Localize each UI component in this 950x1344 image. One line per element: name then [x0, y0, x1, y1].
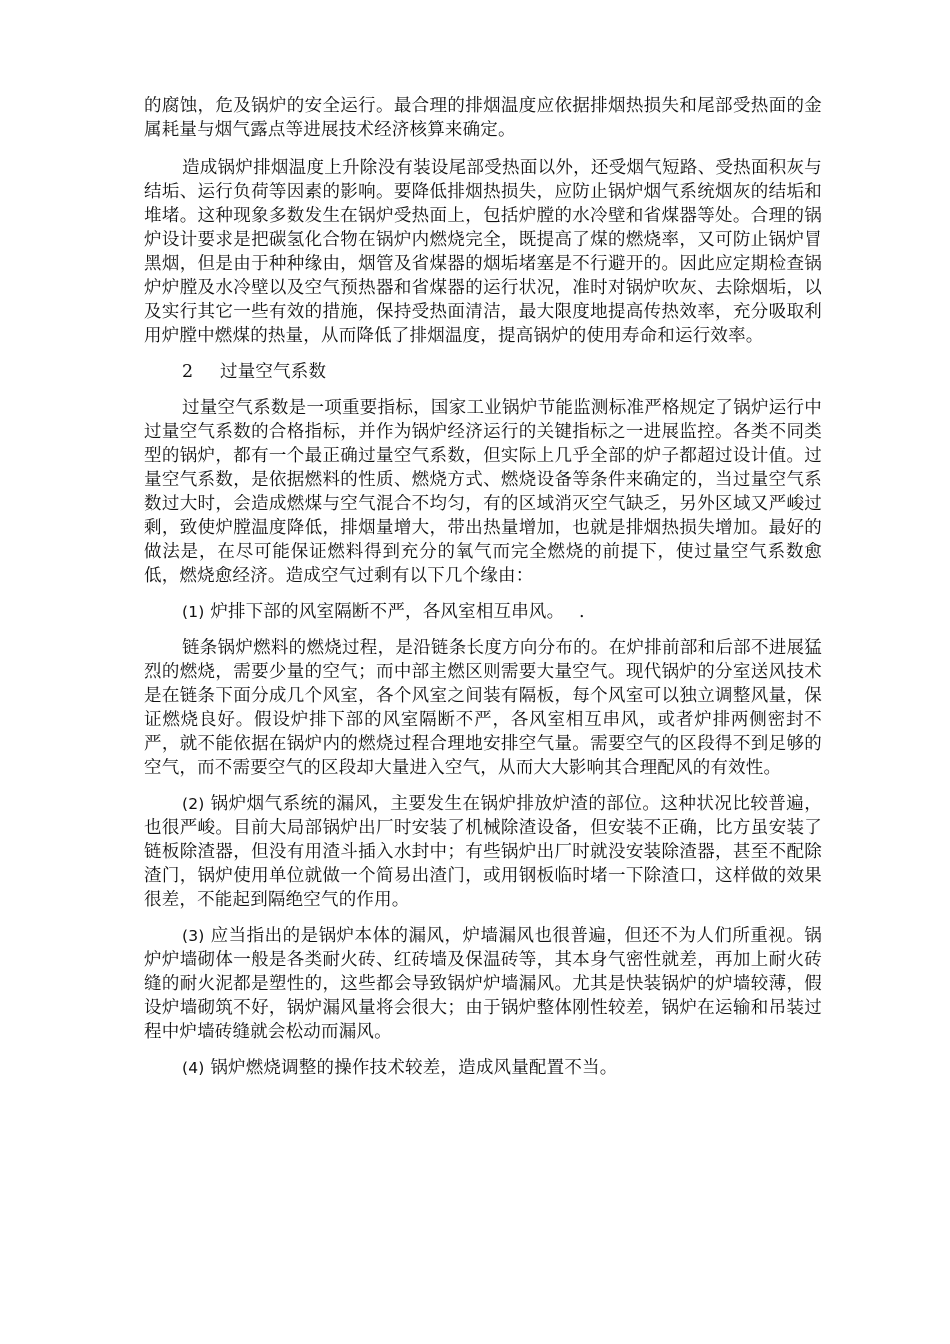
list-item-number: (1) — [182, 603, 205, 621]
paragraph-chain-grate: 链条锅炉燃料的燃烧过程，是沿链条长度方向分布的。在炉排前部和后部不进展猛烈的燃烧，需要少量的空气；而中部主燃区则需要大量空气。现代锅炉的分室送风技术是在链条下面分成几个风室，各个风室之间装有隔板，每个风室可以独立调整风量，保证燃烧良好。假设炉排下部的风室隔断不严，各风室相互串风，或者炉排两侧密封不严，就不能依据在锅炉内的燃烧过程合理地安排空气量。需要空气的区段得不到足够的空气，而不需要空气的区段却大量进入空气，从而大大影响其合理配风的有效性。 — [144, 638, 822, 778]
paragraph-exhaust-temperature: 造成锅炉排烟温度上升除没有装设尾部受热面以外，还受烟气短路、受热面积灰与结垢、运行负荷等因素的影响。要降低排烟热损失，应防止锅炉烟气系统烟灰的结垢和堆堵。这种现象多数发生在锅炉受热面上，包括炉膛的水冷壁和省煤器等处。合理的锅炉设计要求是把碳氢化合物在锅炉内燃烧完全，既提高了煤的燃烧率，又可防止锅炉冒黑烟，但是由于种种缘由，烟管及省煤器的烟垢堵塞是不行避开的。因此应定期检查锅炉炉膛及水冷壁以及空气预热器和省煤器的运行状况，准时对锅炉吹灰、去除烟垢，以及实行其它一些有效的措施，保持受热面清洁，最大限度地提高传热效率，充分吸取利用炉膛中燃煤的热量，从而降低了排烟温度，提高锅炉的使用寿命和运行效率。 — [144, 158, 822, 346]
list-item-number: (2) — [182, 795, 205, 813]
document-body — [144, 94, 822, 1092]
list-item-2 — [144, 792, 822, 912]
list-item-4 — [144, 1056, 822, 1080]
list-item-1 — [144, 600, 822, 624]
section-title: 过量空气系数 — [220, 362, 327, 382]
list-item-text: 锅炉燃烧调整的操作技术较差，造成风量配置不当。 — [210, 1058, 618, 1078]
section-heading-excess-air — [144, 360, 822, 384]
list-item-number: (3) — [182, 927, 205, 945]
list-item-text: 锅炉烟气系统的漏风，主要发生在锅炉排放炉渣的部位。这种状况比较普遍，也很严峻。目前大局部锅炉出厂时安装了机械除渣设备，但安装不正确，比方虽安装了链板除渣器，但没有用渣斗插入水封中；有些锅炉出厂时就没安装除渣器，甚至不配除渣门，锅炉使用单位就做一个简易出渣门，或用钢板临时堵一下除渣口，这样做的效果很差，不能起到隔绝空气的作用。 — [144, 794, 822, 910]
section-number: 2 — [182, 362, 194, 382]
list-item-number: (4) — [182, 1059, 205, 1077]
list-item-text: 应当指出的是锅炉本体的漏风，炉墙漏风也很普遍，但还不为人们所重视。锅炉炉墙砌体一般是各类耐火砖、红砖墙及保温砖等，其本身气密性就差，再加上耐火砖缝的耐火泥都是塑性的，这些都会导致锅炉炉墙漏风。尤其是快装锅炉的炉墙较薄，假设炉墙砌筑不好，锅炉漏风量将会很大；由于锅炉整体刚性较差，锅炉在运输和吊装过程中炉墙砖缝就会松动而漏风。 — [144, 926, 822, 1042]
list-item-3 — [144, 924, 822, 1044]
list-item-text: 炉排下部的风室隔断不严，各风室相互串风。 . — [210, 602, 585, 622]
paragraph-excess-air: 过量空气系数是一项重要指标，国家工业锅炉节能监测标准严格规定了锅炉运行中过量空气系数的合格指标，并作为锅炉经济运行的关键指标之一进展监控。各类不同类型的锅炉，都有一个最正确过量空气系数，但实际上几乎全部的炉子都超过设计值。过量空气系数，是依据燃料的性质、燃烧方式、燃烧设备等条件来确定的，当过量空气系数过大时，会造成燃煤与空气混合不均匀，有的区域消灭空气缺乏，另外区域又严峻过剩，致使炉膛温度降低，排烟量增大，带出热量增加，也就是排烟热损失增加。最好的做法是，在尽可能保证燃料得到充分的氧气而完全燃烧的前提下，使过量空气系数愈低，燃烧愈经济。造成空气过剩有以下几个缘由： — [144, 398, 822, 586]
paragraph-intro-tail: 的腐蚀，危及锅炉的安全运行。最合理的排烟温度应依据排烟热损失和尾部受热面的金属耗量与烟气露点等进展技术经济核算来确定。 — [144, 96, 822, 140]
